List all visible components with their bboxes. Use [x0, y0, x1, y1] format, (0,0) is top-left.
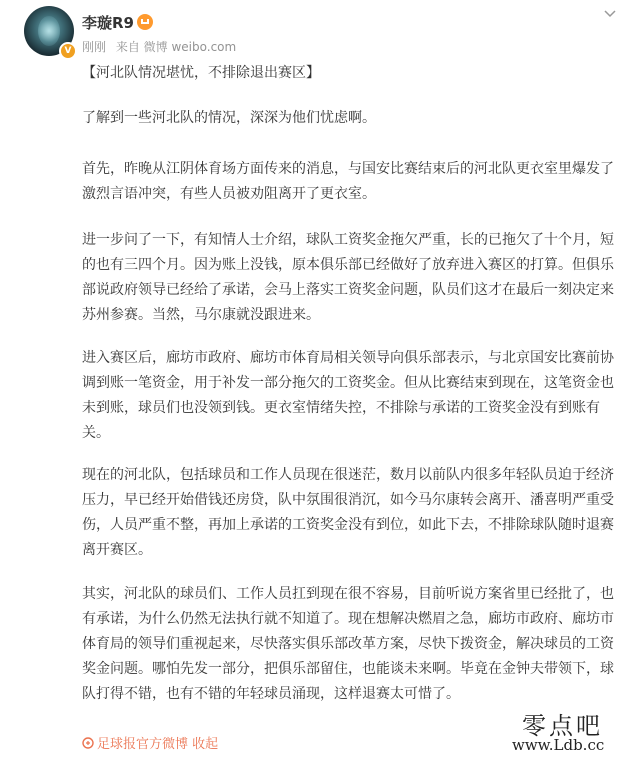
post-meta [82, 38, 242, 55]
source-name[interactable]: 足球报官方微博 [97, 737, 189, 752]
source-link[interactable] [82, 733, 218, 752]
post-paragraph: 进入赛区后，廊坊市政府、廊坊市体育局相关领导向俱乐部表示，与北京国安比赛前协调到账一笔资金，用于补发一部分拖欠的工资奖金。但从比赛结束到现在，这笔资金也未到账，球员们也没领到钱。更衣室情绪失控，不排除与承诺的工资奖金没有到账有关。 [82, 350, 614, 441]
post-time: 刚刚 [82, 40, 107, 54]
chevron-down-icon[interactable] [604, 8, 616, 20]
post-title: 【河北队情况堪忧，不排除退出赛区】 [82, 65, 320, 81]
post-paragraph: 首先，昨晚从江阴体育场方面传来的消息，与国安比赛结束后的河北队更衣室里爆发了激烈言语冲突，有些人员被劝阻离开了更衣室。 [82, 161, 614, 202]
collapse-button[interactable]: 收起 [192, 737, 219, 752]
post-source-app[interactable]: 来自 微博 weibo.com [115, 40, 237, 54]
verified-icon: V [59, 42, 77, 60]
link-icon [82, 737, 94, 749]
username[interactable]: 李璇R9 [82, 14, 134, 32]
crown-icon[interactable] [137, 14, 153, 30]
post-paragraph: 进一步问了一下，有知情人士介绍，球队工资奖金拖欠严重，长的已拖欠了十个月，短的也有三四个月。因为账上没钱，原本俱乐部已经做好了放弃进入赛区的打算。但俱乐部说政府领导已经给了承诺，会马上落实工资奖金问题，队员们这才在最后一刻决定来苏州参赛。当然，马尔康就没跟进来。 [82, 232, 614, 323]
watermark-text: 零点吧 [522, 712, 603, 740]
post-paragraph: 其实，河北队的球员们、工作人员扛到现在很不容易，目前听说方案省里已经批了，也有承诺，为什么仍然无法执行就不知道了。现在想解决燃眉之急，廊坊市政府、廊坊市体育局的领导们重视起来，尽快落实俱乐部改革方案，尽快下拨资金，解决球员的工资奖金问题。哪怕先发一部分，把俱乐部留住，也能谈未来啊。毕竟在金钟夫带领下，球队打得不错，也有不错的年轻球员涌现，这样退赛太可惜了。 [82, 586, 614, 702]
post-paragraph: 现在的河北队，包括球员和工作人员现在很迷茫，数月以前队内很多年轻队员迫于经济压力，早已经开始借钱还房贷，队中氛围很消沉，如今马尔康转会离开、潘喜明严重受伤，人员严重不整，再加上承诺的工资奖金没有到位，如此下去，不排除球队随时退赛离开赛区。 [82, 467, 614, 558]
watermark-url: www.Ldb.cc [512, 736, 605, 754]
post-paragraph: 了解到一些河北队的情况，深深为他们忧虑啊。 [82, 110, 376, 126]
